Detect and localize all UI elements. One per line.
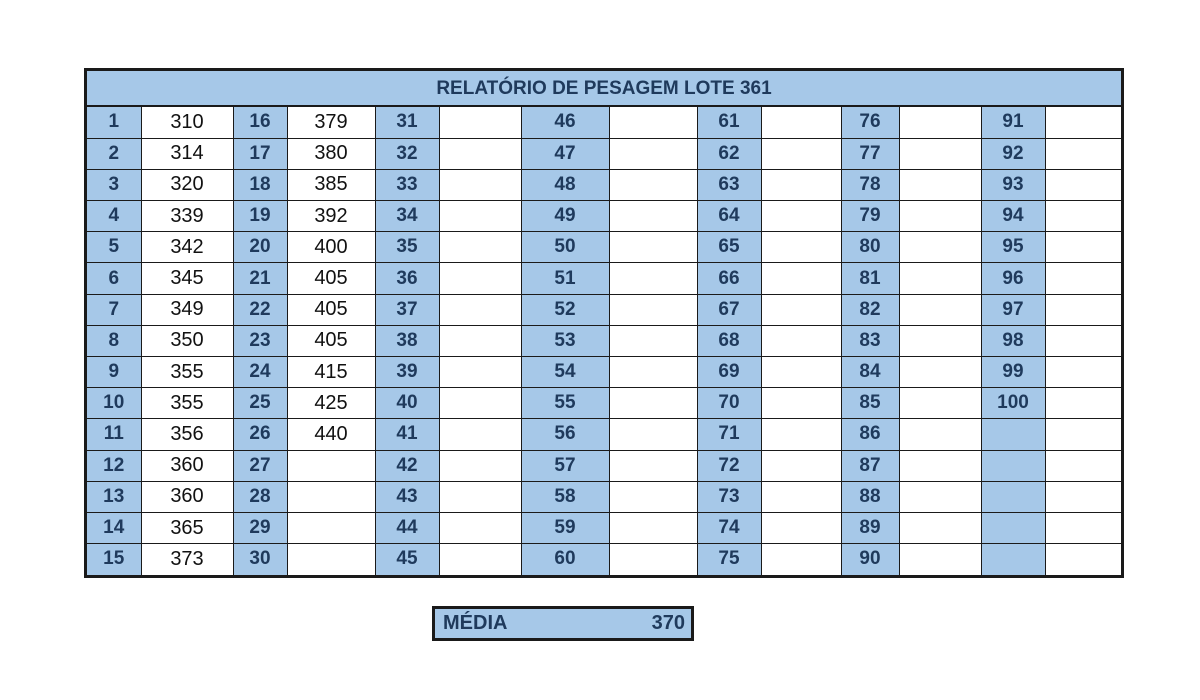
animal-number-cell: 13	[87, 481, 141, 512]
weight-cell	[1045, 544, 1121, 575]
animal-number-cell: 89	[841, 512, 899, 543]
weight-cell	[1045, 138, 1121, 169]
animal-number-cell: 59	[521, 512, 609, 543]
animal-number-cell: 10	[87, 388, 141, 419]
table-row	[87, 357, 1121, 388]
animal-number-cell: 3	[87, 169, 141, 200]
weight-cell	[1045, 419, 1121, 450]
animal-number-cell: 5	[87, 232, 141, 263]
average-value: 370	[651, 612, 685, 634]
animal-number-cell: 72	[697, 450, 761, 481]
animal-number-cell: 31	[375, 107, 439, 138]
animal-number-cell: 56	[521, 419, 609, 450]
animal-number-cell: 16	[233, 107, 287, 138]
report-title: RELATÓRIO DE PESAGEM LOTE 361	[87, 71, 1121, 107]
weight-cell	[899, 263, 981, 294]
weight-cell	[1045, 169, 1121, 200]
animal-number-cell: 43	[375, 481, 439, 512]
weight-cell: 405	[287, 294, 375, 325]
table-row	[87, 450, 1121, 481]
weight-cell	[899, 388, 981, 419]
weight-cell: 405	[287, 325, 375, 356]
weight-cell	[899, 138, 981, 169]
animal-number-cell: 94	[981, 201, 1045, 232]
weight-cell	[609, 263, 697, 294]
animal-number-cell: 80	[841, 232, 899, 263]
animal-number-cell: 28	[233, 481, 287, 512]
weight-cell	[287, 512, 375, 543]
animal-number-cell: 49	[521, 201, 609, 232]
weight-cell: 425	[287, 388, 375, 419]
weight-cell	[609, 357, 697, 388]
animal-number-cell: 63	[697, 169, 761, 200]
weight-cell	[899, 294, 981, 325]
weight-cell	[439, 544, 521, 575]
weight-cell: 415	[287, 357, 375, 388]
weight-cell	[439, 419, 521, 450]
weight-cell: 365	[141, 512, 233, 543]
table-row	[87, 294, 1121, 325]
animal-number-cell	[981, 512, 1045, 543]
animal-number-cell: 52	[521, 294, 609, 325]
weight-cell: 360	[141, 481, 233, 512]
animal-number-cell: 87	[841, 450, 899, 481]
animal-number-cell: 70	[697, 388, 761, 419]
table-row	[87, 481, 1121, 512]
animal-number-cell: 88	[841, 481, 899, 512]
weight-cell: 385	[287, 169, 375, 200]
weight-cell	[761, 263, 841, 294]
weight-cell: 380	[287, 138, 375, 169]
weight-cell	[761, 169, 841, 200]
animal-number-cell: 1	[87, 107, 141, 138]
animal-number-cell: 64	[697, 201, 761, 232]
animal-number-cell: 51	[521, 263, 609, 294]
weighing-grid	[87, 107, 1121, 575]
animal-number-cell: 91	[981, 107, 1045, 138]
animal-number-cell: 60	[521, 544, 609, 575]
animal-number-cell: 77	[841, 138, 899, 169]
animal-number-cell: 95	[981, 232, 1045, 263]
animal-number-cell: 65	[697, 232, 761, 263]
animal-number-cell: 85	[841, 388, 899, 419]
weight-cell	[1045, 388, 1121, 419]
weight-cell: 349	[141, 294, 233, 325]
animal-number-cell: 78	[841, 169, 899, 200]
animal-number-cell: 68	[697, 325, 761, 356]
animal-number-cell: 54	[521, 357, 609, 388]
animal-number-cell: 47	[521, 138, 609, 169]
animal-number-cell: 6	[87, 263, 141, 294]
animal-number-cell: 11	[87, 419, 141, 450]
weight-cell	[761, 201, 841, 232]
animal-number-cell: 98	[981, 325, 1045, 356]
table-row	[87, 263, 1121, 294]
weight-cell	[439, 232, 521, 263]
weight-cell	[287, 544, 375, 575]
weight-cell	[439, 263, 521, 294]
weight-cell	[609, 169, 697, 200]
animal-number-cell	[981, 481, 1045, 512]
weight-cell: 373	[141, 544, 233, 575]
animal-number-cell: 2	[87, 138, 141, 169]
animal-number-cell	[981, 544, 1045, 575]
animal-number-cell: 9	[87, 357, 141, 388]
weight-cell	[609, 201, 697, 232]
weight-cell: 392	[287, 201, 375, 232]
weight-cell	[899, 419, 981, 450]
animal-number-cell: 62	[697, 138, 761, 169]
weight-cell	[899, 481, 981, 512]
animal-number-cell: 97	[981, 294, 1045, 325]
animal-number-cell: 29	[233, 512, 287, 543]
animal-number-cell: 48	[521, 169, 609, 200]
table-row	[87, 232, 1121, 263]
animal-number-cell: 93	[981, 169, 1045, 200]
weight-cell	[609, 419, 697, 450]
animal-number-cell: 99	[981, 357, 1045, 388]
average-label: MÉDIA	[443, 612, 508, 634]
animal-number-cell: 42	[375, 450, 439, 481]
animal-number-cell: 69	[697, 357, 761, 388]
animal-number-cell: 45	[375, 544, 439, 575]
weight-cell	[609, 450, 697, 481]
animal-number-cell: 23	[233, 325, 287, 356]
animal-number-cell: 66	[697, 263, 761, 294]
weight-cell	[439, 169, 521, 200]
weight-cell	[899, 232, 981, 263]
average-box	[432, 606, 694, 641]
weight-cell	[609, 512, 697, 543]
weight-cell	[899, 512, 981, 543]
animal-number-cell: 71	[697, 419, 761, 450]
weight-cell	[1045, 512, 1121, 543]
weight-cell	[1045, 450, 1121, 481]
animal-number-cell: 50	[521, 232, 609, 263]
weight-cell	[1045, 107, 1121, 138]
weight-cell	[899, 357, 981, 388]
animal-number-cell: 53	[521, 325, 609, 356]
weight-cell	[609, 544, 697, 575]
animal-number-cell: 79	[841, 201, 899, 232]
animal-number-cell: 84	[841, 357, 899, 388]
table-row	[87, 107, 1121, 138]
weight-cell: 440	[287, 419, 375, 450]
weight-cell: 345	[141, 263, 233, 294]
animal-number-cell: 38	[375, 325, 439, 356]
table-row	[87, 138, 1121, 169]
animal-number-cell: 86	[841, 419, 899, 450]
animal-number-cell: 32	[375, 138, 439, 169]
animal-number-cell: 27	[233, 450, 287, 481]
weight-cell: 356	[141, 419, 233, 450]
animal-number-cell	[981, 419, 1045, 450]
animal-number-cell: 92	[981, 138, 1045, 169]
animal-number-cell: 100	[981, 388, 1045, 419]
weight-cell	[287, 481, 375, 512]
animal-number-cell: 57	[521, 450, 609, 481]
weight-cell	[1045, 232, 1121, 263]
weight-cell	[609, 138, 697, 169]
animal-number-cell: 8	[87, 325, 141, 356]
weight-cell	[761, 357, 841, 388]
weight-cell	[609, 388, 697, 419]
animal-number-cell: 75	[697, 544, 761, 575]
weight-cell	[609, 294, 697, 325]
weight-cell	[761, 232, 841, 263]
weight-cell	[899, 325, 981, 356]
weight-cell	[1045, 357, 1121, 388]
weight-cell	[439, 512, 521, 543]
table-row	[87, 419, 1121, 450]
animal-number-cell: 14	[87, 512, 141, 543]
weight-cell: 360	[141, 450, 233, 481]
animal-number-cell: 37	[375, 294, 439, 325]
table-row	[87, 169, 1121, 200]
weight-cell	[439, 107, 521, 138]
weight-cell: 310	[141, 107, 233, 138]
animal-number-cell: 19	[233, 201, 287, 232]
animal-number-cell: 74	[697, 512, 761, 543]
animal-number-cell: 26	[233, 419, 287, 450]
animal-number-cell: 21	[233, 263, 287, 294]
weight-cell	[761, 512, 841, 543]
weighing-report	[84, 68, 1124, 578]
weight-cell	[609, 481, 697, 512]
animal-number-cell: 24	[233, 357, 287, 388]
animal-number-cell: 12	[87, 450, 141, 481]
table-row	[87, 388, 1121, 419]
weight-cell: 320	[141, 169, 233, 200]
table-row	[87, 512, 1121, 543]
animal-number-cell: 7	[87, 294, 141, 325]
weight-cell	[439, 481, 521, 512]
weight-cell: 400	[287, 232, 375, 263]
weight-cell: 379	[287, 107, 375, 138]
weight-cell	[1045, 201, 1121, 232]
weight-cell	[899, 107, 981, 138]
animal-number-cell: 25	[233, 388, 287, 419]
weight-cell	[439, 294, 521, 325]
weight-cell	[287, 450, 375, 481]
weight-cell	[439, 138, 521, 169]
animal-number-cell: 33	[375, 169, 439, 200]
animal-number-cell: 40	[375, 388, 439, 419]
table-row	[87, 544, 1121, 575]
animal-number-cell: 76	[841, 107, 899, 138]
animal-number-cell: 96	[981, 263, 1045, 294]
weight-cell	[761, 325, 841, 356]
weight-cell	[609, 107, 697, 138]
weight-cell	[761, 450, 841, 481]
animal-number-cell: 46	[521, 107, 609, 138]
weight-cell: 405	[287, 263, 375, 294]
weight-cell	[761, 544, 841, 575]
weight-cell: 355	[141, 357, 233, 388]
weight-cell	[439, 201, 521, 232]
weight-cell	[609, 325, 697, 356]
animal-number-cell: 34	[375, 201, 439, 232]
animal-number-cell: 90	[841, 544, 899, 575]
table-row	[87, 325, 1121, 356]
weight-cell	[439, 325, 521, 356]
animal-number-cell: 15	[87, 544, 141, 575]
weight-cell	[1045, 263, 1121, 294]
animal-number-cell: 17	[233, 138, 287, 169]
animal-number-cell: 36	[375, 263, 439, 294]
animal-number-cell: 18	[233, 169, 287, 200]
weight-cell	[899, 450, 981, 481]
weight-cell	[439, 357, 521, 388]
animal-number-cell: 39	[375, 357, 439, 388]
animal-number-cell: 30	[233, 544, 287, 575]
weight-cell: 355	[141, 388, 233, 419]
weight-cell	[439, 450, 521, 481]
weight-cell	[899, 169, 981, 200]
animal-number-cell: 55	[521, 388, 609, 419]
weight-cell	[761, 419, 841, 450]
weight-cell	[761, 138, 841, 169]
weight-cell	[1045, 325, 1121, 356]
animal-number-cell: 67	[697, 294, 761, 325]
animal-number-cell: 44	[375, 512, 439, 543]
weight-cell	[609, 232, 697, 263]
weight-cell	[899, 544, 981, 575]
animal-number-cell: 4	[87, 201, 141, 232]
animal-number-cell: 41	[375, 419, 439, 450]
weight-cell	[1045, 481, 1121, 512]
weight-cell	[761, 107, 841, 138]
animal-number-cell: 73	[697, 481, 761, 512]
weight-cell	[761, 481, 841, 512]
weight-cell: 350	[141, 325, 233, 356]
animal-number-cell	[981, 450, 1045, 481]
weight-cell	[899, 201, 981, 232]
animal-number-cell: 81	[841, 263, 899, 294]
animal-number-cell: 20	[233, 232, 287, 263]
animal-number-cell: 35	[375, 232, 439, 263]
weight-cell: 339	[141, 201, 233, 232]
table-row	[87, 201, 1121, 232]
animal-number-cell: 61	[697, 107, 761, 138]
animal-number-cell: 83	[841, 325, 899, 356]
animal-number-cell: 58	[521, 481, 609, 512]
weight-cell	[761, 388, 841, 419]
weight-cell	[439, 388, 521, 419]
weight-cell: 314	[141, 138, 233, 169]
animal-number-cell: 22	[233, 294, 287, 325]
weight-cell	[761, 294, 841, 325]
weight-cell: 342	[141, 232, 233, 263]
weight-cell	[1045, 294, 1121, 325]
animal-number-cell: 82	[841, 294, 899, 325]
